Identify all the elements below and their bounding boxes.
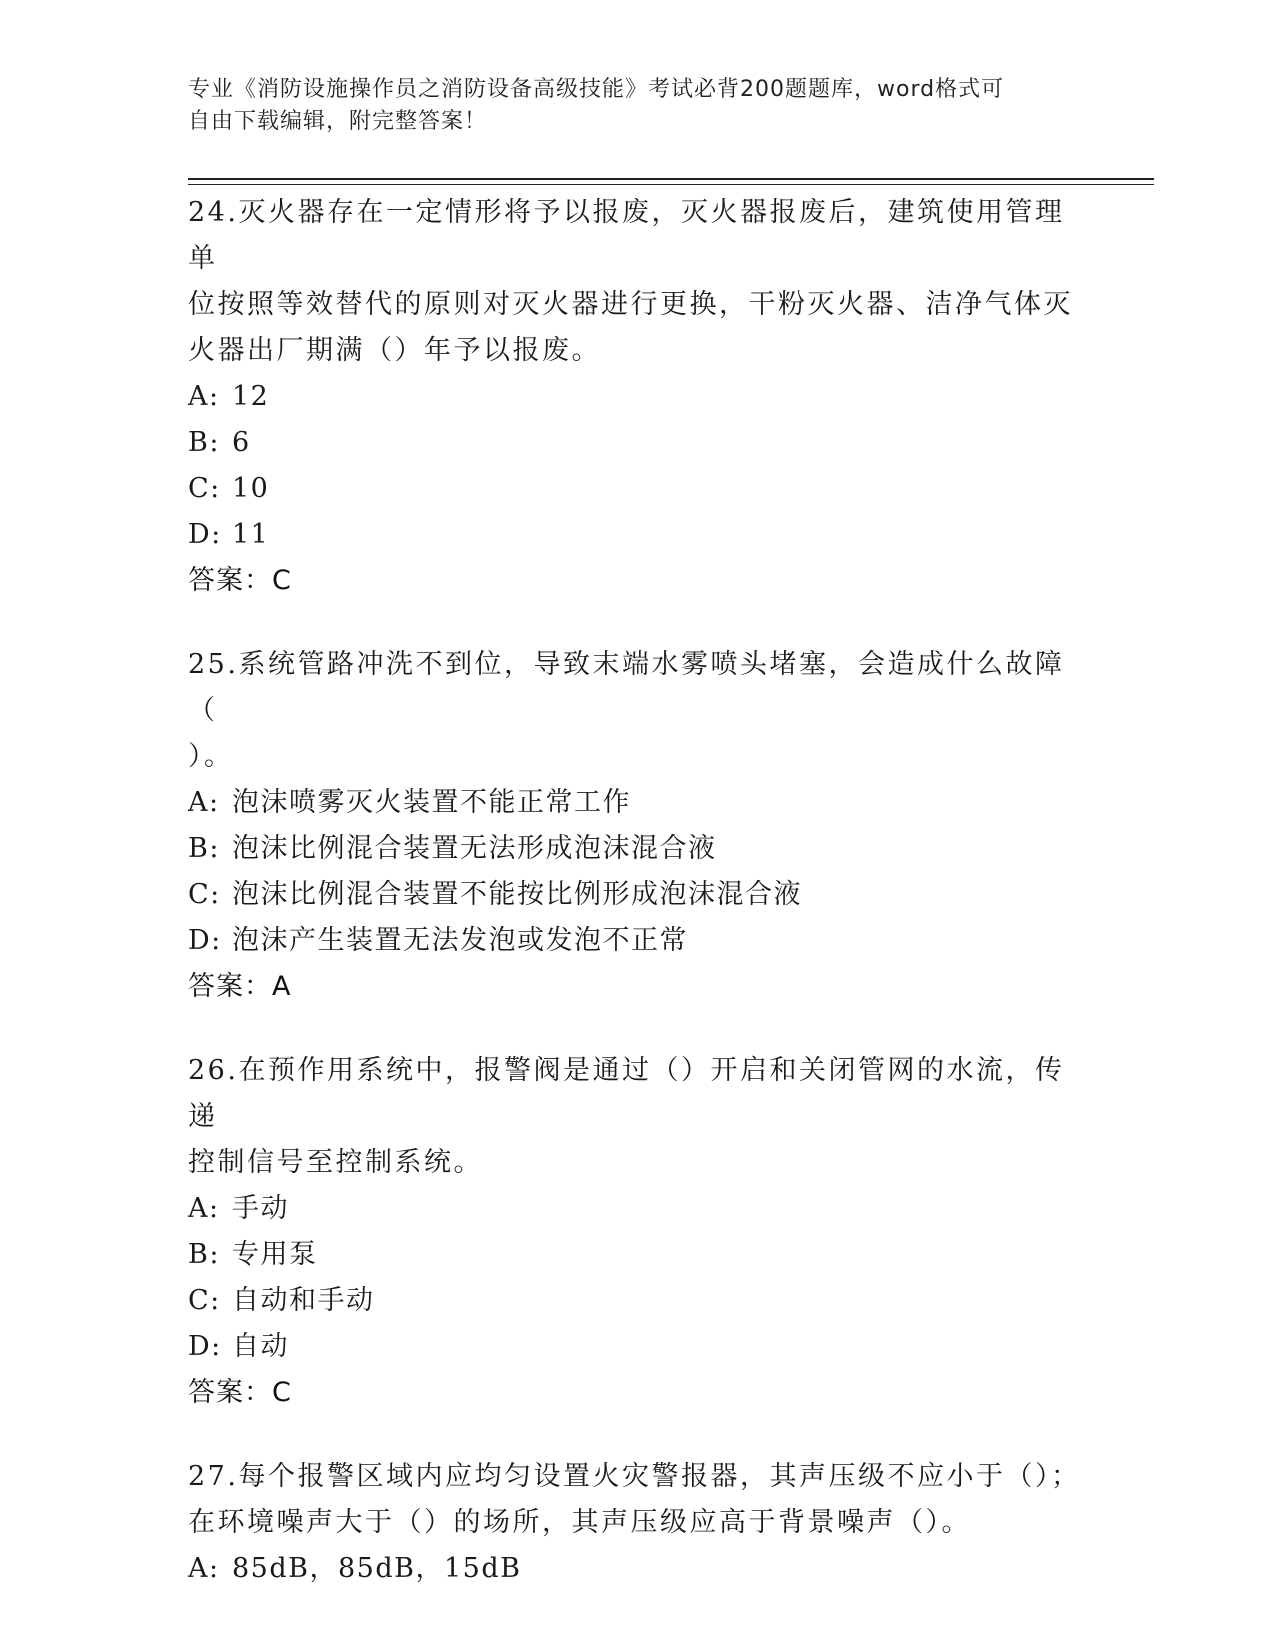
question-26 [188,1048,1088,1416]
option-text: 6 [232,427,251,458]
option-b [188,420,1088,466]
document-header [188,74,1068,138]
option-letter: A: [188,1193,220,1224]
option-text: 手动 [232,1193,289,1224]
option-text: 泡沫比例混合装置无法形成泡沫混合液 [232,833,717,864]
stem-line: 控制信号至控制系统。 [188,1147,483,1178]
question-list [188,190,1088,1630]
option-text: 自动 [232,1331,289,1362]
option-letter: C: [188,879,221,910]
option-b [188,826,1088,872]
stem-line: 位按照等效替代的原则对灭火器进行更换，干粉灭火器、洁净气体灭 [188,289,1073,320]
option-text: 泡沫喷雾灭火装置不能正常工作 [232,787,631,818]
question-stem [188,1048,1088,1186]
option-a [188,1546,1088,1592]
option-text: 专用泵 [232,1239,318,1270]
question-27 [188,1454,1088,1592]
stem-line: 24.灭火器存在一定情形将予以报废，灭火器报废后，建筑使用管理单 [188,197,1065,274]
option-letter: B: [188,427,220,458]
question-stem [188,642,1088,780]
option-text: 12 [232,381,270,412]
header-line-2: 自由下载编辑，附完整答案！ [188,109,488,134]
header-divider-thin [188,184,1154,185]
option-text: 泡沫比例混合装置不能按比例形成泡沫混合液 [232,879,802,910]
stem-line: 火器出厂期满（）年予以报废。 [188,335,601,366]
question-25 [188,642,1088,1010]
stem-line: ）。 [188,741,234,772]
option-letter: A: [188,381,220,412]
option-letter: A: [188,787,220,818]
option-text: 10 [232,473,270,504]
option-b [188,1232,1088,1278]
option-letter: D: [188,1331,222,1362]
option-c [188,466,1088,512]
answer-line: 答案：C [188,565,292,596]
stem-line: 27.每个报警区域内应均匀设置火灾警报器，其声压级不应小于（）； [188,1461,1081,1492]
option-c [188,1278,1088,1324]
header-divider-thick [188,178,1154,180]
option-text: 泡沫产生装置无法发泡或发泡不正常 [232,925,688,956]
question-24 [188,190,1088,604]
option-a [188,780,1088,826]
stem-line: 26.在预作用系统中，报警阀是通过（）开启和关闭管网的水流，传递 [188,1055,1065,1132]
stem-line: 在环境噪声大于（）的场所，其声压级应高于背景噪声（）。 [188,1507,971,1538]
option-letter: B: [188,833,220,864]
option-letter: B: [188,1239,220,1270]
option-d [188,918,1088,964]
option-a [188,374,1088,420]
option-d [188,512,1088,558]
option-c [188,872,1088,918]
option-letter: C: [188,473,221,504]
header-line-1: 专业《消防设施操作员之消防设备高级技能》考试必背200题题库，word格式可 [188,77,1005,102]
option-text: 11 [232,519,270,550]
option-text: 85dB，85dB，15dB [232,1553,522,1584]
option-letter: A: [188,1553,220,1584]
option-letter: D: [188,925,222,956]
option-a [188,1186,1088,1232]
answer-line: 答案：A [188,971,292,1002]
option-letter: C: [188,1285,221,1316]
option-text: 自动和手动 [232,1285,375,1316]
question-stem [188,1454,1088,1546]
question-stem [188,190,1088,374]
answer-line: 答案：C [188,1377,292,1408]
option-d [188,1324,1088,1370]
option-letter: D: [188,519,222,550]
stem-line: 25.系统管路冲洗不到位，导致末端水雾喷头堵塞，会造成什么故障（ [188,649,1065,726]
